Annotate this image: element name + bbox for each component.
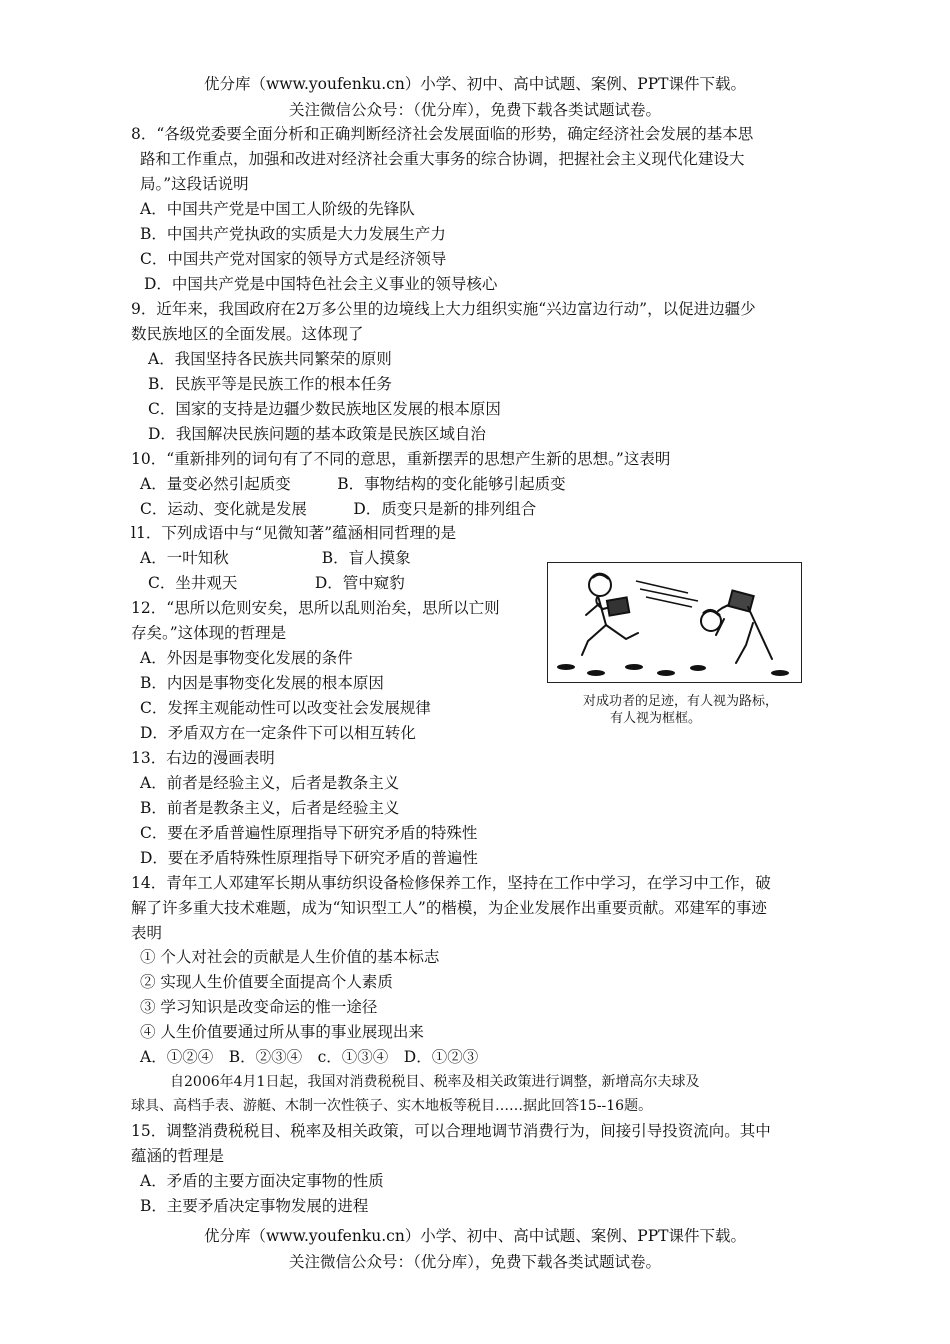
q13-option-d: D．要在矛盾特殊性原理指导下研究矛盾的普遍性 bbox=[140, 849, 478, 867]
q9-option-c: C．国家的支持是边疆少数民族地区发展的根本原因 bbox=[148, 400, 501, 418]
q10-options-ab: A．量变必然引起质变 B．事物结构的变化能够引起质变 bbox=[140, 475, 566, 493]
q13-option-b: B．前者是教条主义，后者是经验主义 bbox=[140, 799, 400, 817]
q15-option-b: B．主要矛盾决定事物发展的进程 bbox=[140, 1197, 369, 1215]
q8-option-b: B．中国共产党执政的实质是大力发展生产力 bbox=[140, 225, 446, 243]
header-line-2: 关注微信公众号：（优分库），免费下载各类试题试卷。 bbox=[288, 101, 661, 119]
q14-statement-1: ① 个人对社会的贡献是人生价值的基本标志 bbox=[140, 948, 440, 966]
q13-option-c: C．要在矛盾普遍性原理指导下研究矛盾的特殊性 bbox=[140, 824, 478, 842]
q14-statement-3: ③ 学习知识是改变命运的惟一途径 bbox=[140, 998, 378, 1016]
header-line-1: 优分库（www.youfenku.cn）小学、初中、高中试题、案例、PPT课件下载。 bbox=[203, 75, 747, 93]
q11-options-cd: C．坐井观天 D．管中窥豹 bbox=[148, 574, 405, 592]
q10-options-cd: C．运动、变化就是发展 D．质变只是新的排列组合 bbox=[140, 500, 537, 518]
q14-stem-1: 14．青年工人邓建军长期从事纺织设备检修保养工作，坚持在工作中学习，在学习中工作，破 bbox=[131, 874, 771, 892]
q9-option-a: A．我国坚持各民族共同繁荣的原则 bbox=[148, 350, 392, 368]
cartoon-caption-2: 有人视为框框。 bbox=[610, 711, 702, 726]
q14-stem-2: 解了许多重大技术难题，成为“知识型工人”的楷模，为企业发展作出重要贡献。邓建军的事迹 bbox=[131, 899, 767, 917]
q14-statement-4: ④ 人生价值要通过所从事的事业展现出来 bbox=[140, 1023, 424, 1041]
q12-option-b: B．内因是事物变化发展的根本原因 bbox=[140, 674, 384, 692]
q8-stem-3: 局。”这段话说明 bbox=[140, 175, 249, 193]
q8-option-d: D．中国共产党是中国特色社会主义事业的领导核心 bbox=[144, 275, 498, 293]
q9-stem-1: 9．近年来，我国政府在2万多公里的边境线上大力组织实施“兴边富边行动”，以促进边疆少 bbox=[131, 300, 756, 318]
q12-stem-2: 存矣。”这体现的哲理是 bbox=[131, 624, 287, 642]
q8-stem-1: 8．“各级党委要全面分析和正确判断经济社会发展面临的形势，确定经济社会发展的基本思 bbox=[131, 125, 754, 143]
q12-option-c: C．发挥主观能动性可以改变社会发展规律 bbox=[140, 699, 431, 717]
footer-line-1: 优分库（www.youfenku.cn）小学、初中、高中试题、案例、PPT课件下载。 bbox=[203, 1227, 747, 1245]
cartoon-illustration bbox=[548, 563, 801, 682]
q14-statement-2: ② 实现人生价值要全面提高个人素质 bbox=[140, 973, 393, 991]
cartoon-frame bbox=[547, 562, 802, 683]
q8-option-a: A．中国共产党是中国工人阶级的先锋队 bbox=[140, 200, 415, 218]
q12-option-d: D．矛盾双方在一定条件下可以相互转化 bbox=[140, 724, 416, 742]
q13-option-a: A．前者是经验主义，后者是教条主义 bbox=[140, 774, 400, 792]
q15-option-a: A．矛盾的主要方面决定事物的性质 bbox=[140, 1172, 384, 1190]
q14-choices: A．①②④ B．②③④ c．①③④ D．①②③ bbox=[140, 1048, 479, 1066]
q9-stem-2: 数民族地区的全面发展。这体现了 bbox=[131, 325, 364, 343]
footer-line-2: 关注微信公众号：（优分库），免费下载各类试题试卷。 bbox=[288, 1253, 661, 1271]
q11-stem: l1．下列成语中与“见微知著”蕴涵相同哲理的是 bbox=[131, 524, 457, 542]
q9-option-d: D．我国解决民族问题的基本政策是民族区域自治 bbox=[148, 425, 486, 443]
q8-stem-2: 路和工作重点，加强和改进对经济社会重大事务的综合协调，把握社会主义现代化建设大 bbox=[140, 150, 745, 168]
q8-option-c: C．中国共产党对国家的领导方式是经济领导 bbox=[140, 250, 447, 268]
q12-option-a: A．外因是事物变化发展的条件 bbox=[140, 649, 353, 667]
q11-options-ab: A．一叶知秋 B．盲人摸象 bbox=[140, 549, 411, 567]
q15-stem-1: 15．调整消费税税目、税率及相关政策，可以合理地调节消费行为，间接引导投资流向。其中 bbox=[131, 1122, 771, 1140]
cartoon-caption-1: 对成功者的足迹，有人视为路标， bbox=[583, 694, 779, 709]
material-line-1: 自2006年4月1日起，我国对消费税税目、税率及相关政策进行调整，新增高尔夫球及 bbox=[170, 1074, 700, 1090]
material-line-2: 球具、高档手表、游艇、木制一次性筷子、实木地板等税目……据此回答15--16题。 bbox=[131, 1098, 653, 1114]
q15-stem-2: 蕴涵的哲理是 bbox=[131, 1147, 225, 1165]
q9-option-b: B．民族平等是民族工作的根本任务 bbox=[148, 375, 392, 393]
q12-stem-1: 12．“思所以危则安矣，思所以乱则治矣，思所以亡则 bbox=[131, 599, 500, 617]
q14-stem-3: 表明 bbox=[131, 924, 163, 942]
q13-stem: 13．右边的漫画表明 bbox=[131, 749, 275, 767]
q10-stem: 10．“重新排列的词句有了不同的意思，重新摆弄的思想产生新的思想。”这表明 bbox=[131, 450, 671, 468]
